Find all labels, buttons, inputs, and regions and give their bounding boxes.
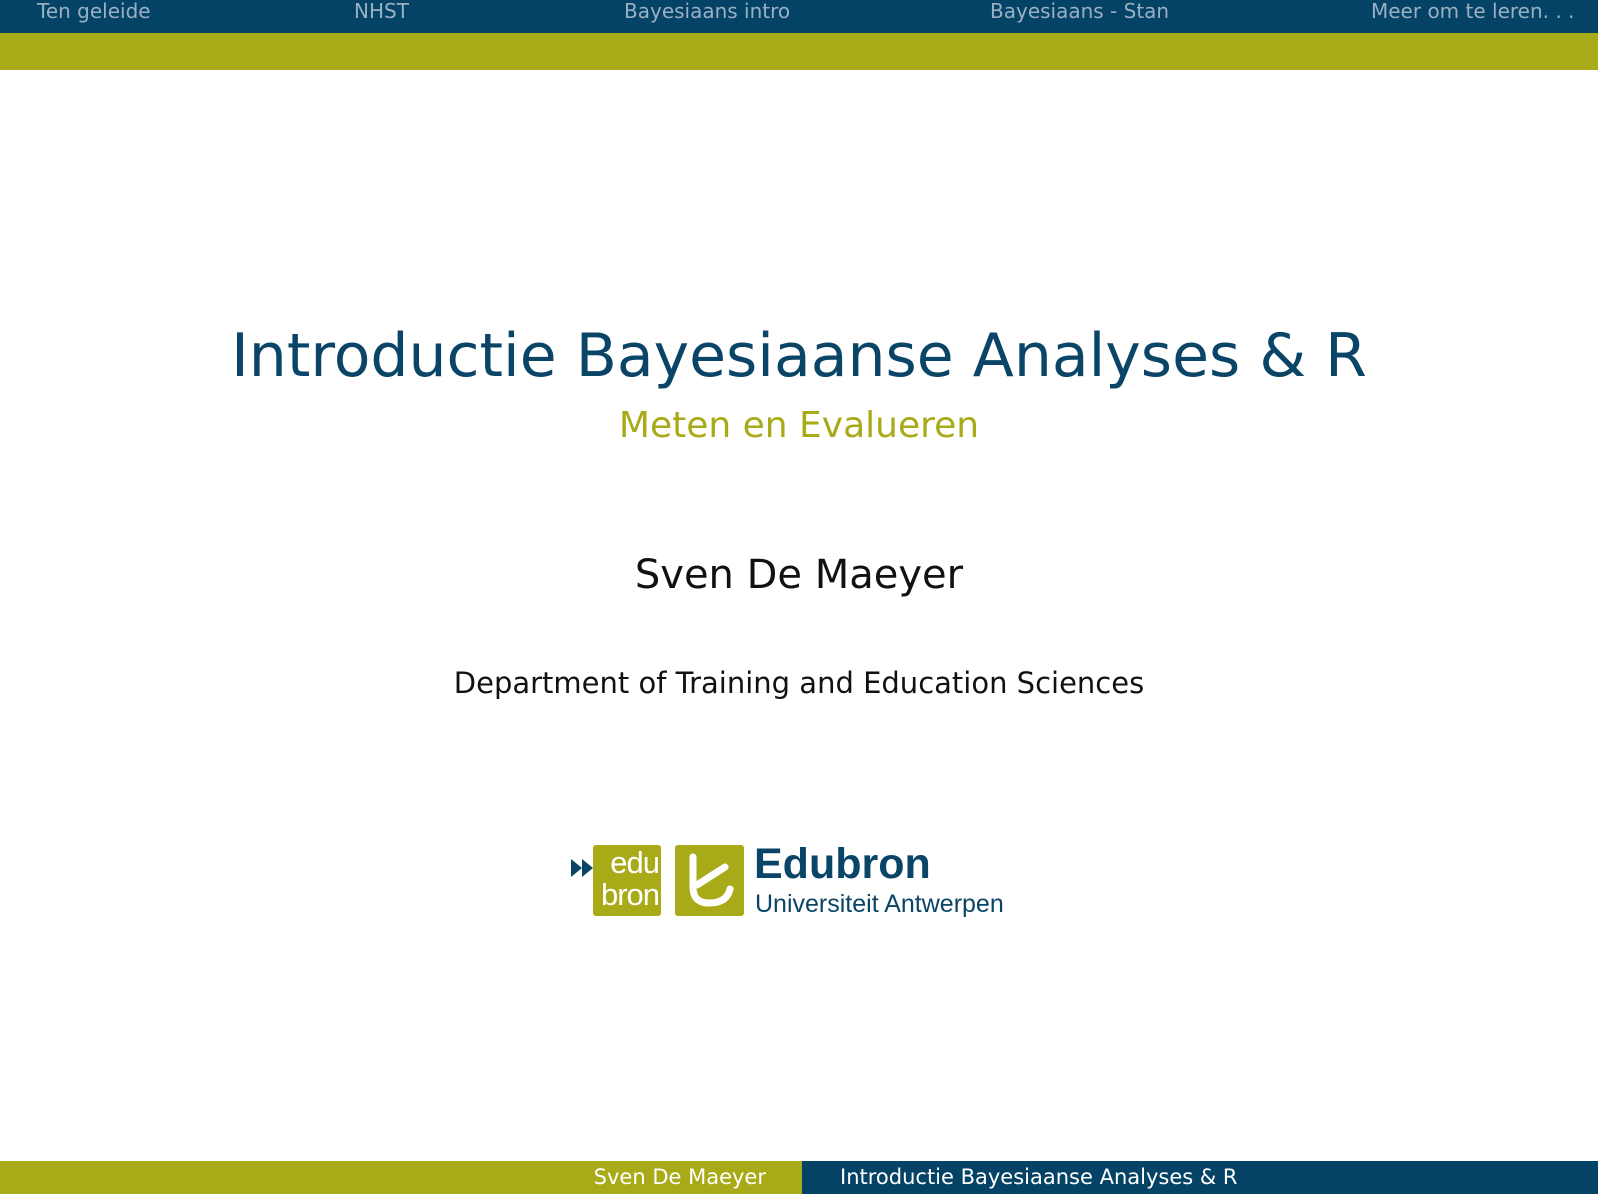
- logo-box-line-1: edu: [610, 845, 659, 880]
- footer-author-panel: [0, 1161, 802, 1194]
- footer-bar: [0, 1161, 1598, 1194]
- nav-item-bayesiaans-intro[interactable]: Bayesiaans intro: [624, 0, 791, 23]
- slide-title: Introductie Bayesiaanse Analyses & R: [231, 321, 1367, 391]
- nav-item-nhst[interactable]: NHST: [354, 0, 409, 23]
- edubron-logo: [571, 840, 1041, 927]
- slide-subtitle: Meten en Evalueren: [618, 405, 980, 446]
- nav-item-ten-geleide[interactable]: Ten geleide: [37, 0, 151, 23]
- logo-wordmark: Edubron: [754, 840, 931, 888]
- institute-name: Department of Training and Education Sciences: [453, 666, 1145, 700]
- footer-title: Introductie Bayesiaanse Analyses & R: [840, 1165, 1238, 1189]
- nav-item-bayesiaans-stan[interactable]: Bayesiaans - Stan: [990, 0, 1170, 23]
- edubron-logo-box: [593, 845, 661, 916]
- header-accent-band: [0, 33, 1598, 70]
- author-name: Sven De Maeyer: [634, 552, 964, 598]
- logo-university-name: Universiteit Antwerpen: [755, 890, 1004, 918]
- logo-box-line-2: bron: [600, 877, 659, 912]
- footer-title-panel: [802, 1161, 1598, 1194]
- university-emblem-icon: [675, 845, 744, 916]
- nav-item-meer-om-te-leren[interactable]: Meer om te leren. . .: [1371, 0, 1575, 23]
- section-navigation-bar: [0, 0, 1598, 33]
- footer-author: Sven De Maeyer: [593, 1165, 766, 1189]
